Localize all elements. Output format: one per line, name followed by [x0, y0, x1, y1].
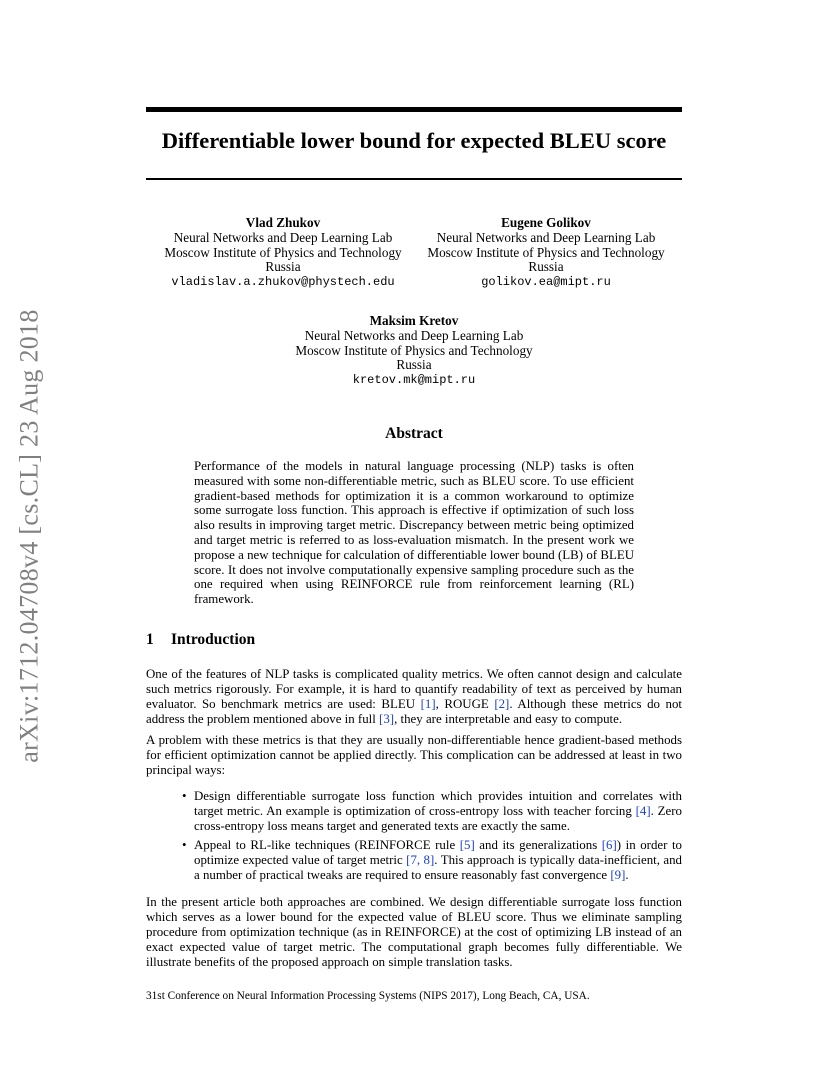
author-name: Maksim Kretov	[369, 313, 459, 328]
abstract-text: Performance of the models in natural language processing (NLP) tasks is often measured with some non-differentiable metric, such as BLEU score. To use efficient gradient-based methods for optimization it is a common workaround to optimize some surrogate loss function. This approach is effective if optimization of such loss also results in improving target metric. Discrepancy between metric being optimized and target metric is referred to as loss-evaluation mismatch. In the present work we propose a new technique for calculation of differentiable lower bound (LB) of BLEU score. It does not involve computationally expensive sampling procedure such as the one required when using REINFORCE rule from reinforcement learning (RL) framework.	[194, 459, 634, 607]
author-affiliation: Neural Networks and Deep Learning Lab	[173, 229, 393, 245]
author-email[interactable]: kretov.mk@mipt.ru	[352, 373, 476, 388]
intro-paragraph-3: In the present article both approaches are combined. We design differentiable surrogate loss function which serves as a lower bound for the expected value of BLEU score. Thus we eliminate sampling procedure from optimization technique (as in REINFORCE) at the cost of optimizing LB instead of an exact expected value of target metric. The computational graph becomes fully differentiable. We illustrate benefits of the proposed approach on simple translation tasks.	[146, 895, 682, 969]
text-run: .	[625, 867, 629, 882]
arxiv-stamp	[8, 0, 52, 1072]
author-name: Eugene Golikov	[501, 215, 591, 230]
section-number: 1	[146, 631, 154, 648]
author-email[interactable]: golikov.ea@mipt.ru	[481, 275, 611, 290]
author-institution: Moscow Institute of Physics and Technology	[427, 244, 665, 260]
author-institution: Moscow Institute of Physics and Technology	[295, 342, 533, 358]
text-run: . Zero cross-entropy loss means target and generated texts are exactly the same.	[194, 803, 682, 833]
text-run: , ROUGE	[435, 696, 495, 711]
text-run: ) in order to optimize expected value of target metric	[194, 837, 682, 867]
author-block	[150, 216, 416, 290]
section-heading	[146, 631, 255, 649]
text-run: . This approach is typically data-inefficient, and a number of practical tweaks are required to ensure reasonably fast convergence	[194, 852, 683, 882]
text-run: One of the features of NLP tasks is complicated quality metrics. We often cannot design and calculate such metrics rigorously. For example, it is hard to quantify readability of text as perceived by human evaluator. So benchmark metrics are used: BLEU	[146, 667, 682, 711]
paper-title: Differentiable lower bound for expected BLEU score	[161, 128, 667, 153]
arxiv-id: arXiv:1712.04708v4 [cs.CL] 23 Aug 2018	[15, 309, 44, 763]
text-run: , they are interpretable and easy to compute.	[394, 711, 623, 726]
bullet-icon: •	[182, 837, 187, 852]
author-affiliation: Neural Networks and Deep Learning Lab	[436, 229, 656, 245]
author-email[interactable]: vladislav.a.zhukov@phystech.edu	[171, 275, 395, 290]
author-block	[281, 314, 547, 388]
text-run: Design differentiable surrogate loss function which provides intuition and correlates with target metric. An example is optimization of cross-entropy loss with teacher forcing	[194, 789, 682, 818]
intro-paragraph-2: A problem with these metrics is that they are usually non-differentiable hence gradient-based methods for efficient optimization cannot be applied directly. This complication can be addressed at least in two principal ways:	[146, 733, 682, 777]
list-item	[182, 789, 682, 834]
intro-paragraph-1	[146, 667, 682, 727]
section-title: Introduction	[171, 631, 256, 648]
abstract-heading: Abstract	[385, 425, 443, 442]
text-run: . Although these metrics do not address the problem mentioned above in full	[146, 696, 682, 726]
text-run: and its generalizations	[474, 837, 602, 852]
bullet-list	[182, 789, 682, 886]
list-item	[182, 838, 682, 883]
citation-link[interactable]: [5]	[459, 837, 475, 852]
citation-link[interactable]: [1]	[420, 696, 436, 711]
citation-link[interactable]: [6]	[601, 837, 617, 852]
author-country: Russia	[396, 357, 432, 373]
citation-link[interactable]: [9]	[610, 867, 626, 882]
author-affiliation: Neural Networks and Deep Learning Lab	[304, 327, 524, 343]
bullet-icon: •	[182, 789, 187, 803]
citation-link[interactable]: [7, 8]	[406, 852, 435, 867]
citation-link[interactable]: [3]	[379, 711, 395, 726]
author-block	[413, 216, 679, 290]
author-name: Vlad Zhukov	[245, 215, 321, 230]
text-run: Appeal to RL-like techniques (REINFORCE rule	[194, 837, 460, 852]
author-country: Russia	[528, 259, 564, 275]
conference-footnote: 31st Conference on Neural Information Processing Systems (NIPS 2017), Long Beach, CA, USA.	[146, 990, 590, 1002]
title-rule-top	[146, 107, 682, 112]
citation-link[interactable]: [2]	[494, 696, 510, 711]
citation-link[interactable]: [4]	[635, 803, 651, 818]
author-country: Russia	[265, 259, 301, 275]
title-rule-bottom	[146, 178, 682, 180]
author-institution: Moscow Institute of Physics and Technology	[164, 244, 402, 260]
